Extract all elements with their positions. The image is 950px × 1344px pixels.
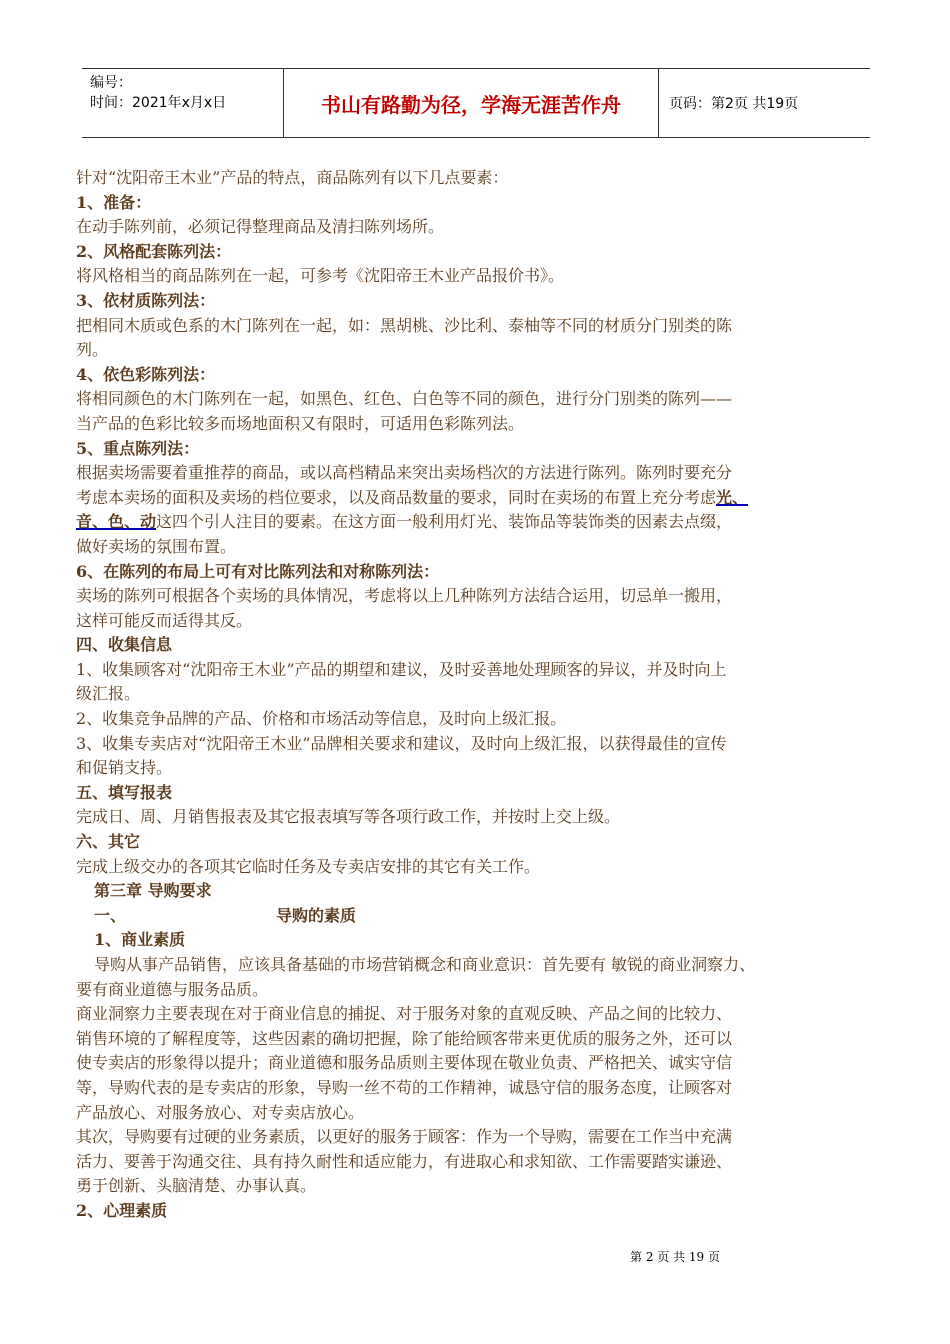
- line-text: 完成日、周、月销售报表及其它报表填写等各项行政工作，并按时上交上级。: [76, 807, 621, 827]
- section-heading: [76, 363, 876, 388]
- page-indicator: 页码：第2页 共19页: [669, 96, 799, 112]
- line-text: 在动手陈列前，必须记得整理商品及清扫陈列场所。: [76, 217, 445, 237]
- line-text: 第三章 导购要求: [94, 881, 212, 901]
- line-text: 4、依色彩陈列法：: [76, 364, 216, 384]
- paragraph-line: [76, 387, 876, 412]
- motto: 书山有路勤为径，学海无涯苦作舟: [284, 69, 659, 137]
- line-text: 把相同木质或色系的木门陈列在一起，如：黑胡桃、沙比利、泰柚等不同的材质分门别类的陈: [76, 315, 733, 335]
- line-text: 使专卖店的形象得以提升；商业道德和服务品质则主要体现在敬业负责、严格把关、诚实守信: [76, 1053, 733, 1073]
- paragraph-line: [76, 264, 876, 289]
- line-text: 四、收集信息: [76, 635, 173, 655]
- line-text: 其次，导购要有过硬的业务素质，以更好的服务于顾客：作为一个导购，需要在工作当中充满: [76, 1127, 733, 1147]
- paragraph-line: [76, 1027, 876, 1052]
- paragraph-line: [76, 609, 876, 634]
- paragraph-line: [76, 461, 876, 486]
- line-text: 产品放心、对服务放心、对专卖店放心。: [76, 1102, 365, 1122]
- paragraph-line: [76, 1051, 876, 1076]
- line-text: 商业洞察力主要表现在对于商业信息的捕捉、对于服务对象的直观反映、产品之间的比较力、: [76, 1004, 733, 1024]
- section-heading: [76, 240, 876, 265]
- line-text: 1、收集顾客对“沈阳帝王木业”产品的期望和建议，及时妥善地处理顾客的异议，并及时向上: [76, 659, 727, 679]
- line-text: 活力、要善于沟通交往、具有持久耐性和适应能力，有进取心和求知欲、工作需要踏实谦逊、: [76, 1151, 733, 1171]
- paragraph-line: [76, 215, 876, 240]
- line-text: 3、依材质陈列法：: [76, 290, 216, 310]
- paragraph-line: [76, 732, 876, 757]
- line-text: 导购从事产品销售，应该具备基础的市场营销概念和商业意识：首先要有 敏锐的商业洞察力、: [94, 955, 756, 974]
- section-title: 导购的素质: [276, 905, 357, 925]
- line-text: 一、: [94, 905, 127, 925]
- paragraph-line: [76, 338, 876, 363]
- paragraph-line: [76, 978, 876, 1003]
- paragraph-line: [76, 805, 876, 830]
- time-label: 时间：2021年x月x日: [90, 95, 227, 111]
- line-text: 1、准备：: [76, 192, 152, 212]
- paragraph-line: [76, 412, 876, 437]
- line-text: 等，导购代表的是专卖店的形象，导购一丝不苟的工作精神，诚恳守信的服务态度，让顾客对: [76, 1077, 733, 1097]
- line-text: 考虑本卖场的面积及卖场的档位要求，以及商品数量的要求，同时在卖场的布置上充分考虑: [76, 487, 717, 507]
- line-text: 6、在陈列的布局上可有对比陈列法和对称陈列法：: [76, 561, 440, 581]
- section-heading: [76, 781, 876, 806]
- line-text: 列。: [76, 340, 109, 360]
- line-text: 1、商业素质: [94, 930, 186, 950]
- line-text: 卖场的陈列可根据各个卖场的具体情况，考虑将以上几种陈列方法结合运用，切忌单一搬用，: [76, 586, 733, 606]
- line-text: 2、收集竞争品牌的产品、价格和市场活动等信息，及时向上级汇报。: [76, 709, 567, 729]
- line-text: 将相同颜色的木门陈列在一起，如黑色、红色、白色等不同的颜色，进行分门别类的陈列——: [76, 389, 733, 409]
- paragraph-line: [76, 166, 876, 191]
- paragraph-line: [76, 1002, 876, 1027]
- paragraph-line: [76, 658, 876, 683]
- line-text: 当产品的色彩比较多而场地面积又有限时，可适用色彩陈列法。: [76, 413, 525, 433]
- line-text: 2、风格配套陈列法：: [76, 241, 232, 261]
- section-heading: [76, 437, 876, 462]
- line-text: 级汇报。: [76, 684, 141, 704]
- paragraph-line: [76, 953, 876, 978]
- line-text: 勇于创新、头脑清楚、办事认真。: [76, 1176, 317, 1196]
- paragraph-line: [76, 1125, 876, 1150]
- line-text: 3、收集专卖店对“沈阳帝王木业”品牌相关要求和建议，及时向上级汇报，以获得最佳的宣传: [76, 733, 727, 753]
- paragraph-line: [76, 855, 876, 880]
- paragraph-line: [76, 756, 876, 781]
- section-heading: [76, 830, 876, 855]
- line-text: 要有商业道德与服务品质。: [76, 979, 269, 999]
- document-body: [76, 166, 876, 1224]
- header-meta: [82, 69, 284, 137]
- number-label: 编号：: [90, 75, 132, 91]
- line-text: 这四个引人注目的要素。在这方面一般利用灯光、装饰品等装饰类的因素去点缀，: [156, 512, 733, 532]
- section-heading: [76, 191, 876, 216]
- paragraph-line: [76, 1150, 876, 1175]
- line-text: 根据卖场需要着重推荐的商品，或以高档精品来突出卖场档次的方法进行陈列。陈列时要充分: [76, 463, 733, 483]
- section-heading: [76, 904, 876, 929]
- paragraph-line: [76, 584, 876, 609]
- paragraph-line: [76, 486, 876, 511]
- emphasis-text: 音、色、动: [76, 512, 157, 532]
- section-heading: [76, 1199, 876, 1224]
- paragraph-line: [76, 314, 876, 339]
- line-text: 六、其它: [76, 832, 141, 852]
- section-heading: [76, 879, 876, 904]
- line-text: 和促销支持。: [76, 758, 173, 778]
- paragraph-line: [76, 707, 876, 732]
- line-text: 2、心理素质: [76, 1200, 168, 1220]
- paragraph-line: [76, 1174, 876, 1199]
- emphasis-text: 光、: [716, 487, 749, 507]
- line-text: 做好卖场的氛围布置。: [76, 536, 237, 556]
- line-text: 五、填写报表: [76, 782, 173, 802]
- section-heading: [76, 560, 876, 585]
- paragraph-line: [76, 510, 876, 535]
- paragraph-line: [76, 682, 876, 707]
- line-text: 销售环境的了解程度等，这些因素的确切把握，除了能给顾客带来更优质的服务之外，还可以: [76, 1028, 733, 1048]
- paragraph-line: [76, 535, 876, 560]
- section-heading: [76, 928, 876, 953]
- page-footer: 第 2 页 共 19 页: [630, 1250, 720, 1264]
- line-text: 5、重点陈列法：: [76, 438, 200, 458]
- page-header: [82, 68, 870, 138]
- line-text: 将风格相当的商品陈列在一起，可参考《沈阳帝王木业产品报价书》。: [76, 266, 565, 286]
- section-heading: [76, 289, 876, 314]
- line-text: 这样可能反而适得其反。: [76, 610, 253, 630]
- section-heading: [76, 633, 876, 658]
- paragraph-line: [76, 1076, 876, 1101]
- line-text: 针对“沈阳帝王木业”产品的特点，商品陈列有以下几点要素：: [76, 168, 509, 187]
- line-text: 完成上级交办的各项其它临时任务及专卖店安排的其它有关工作。: [76, 856, 541, 876]
- paragraph-line: [76, 1101, 876, 1126]
